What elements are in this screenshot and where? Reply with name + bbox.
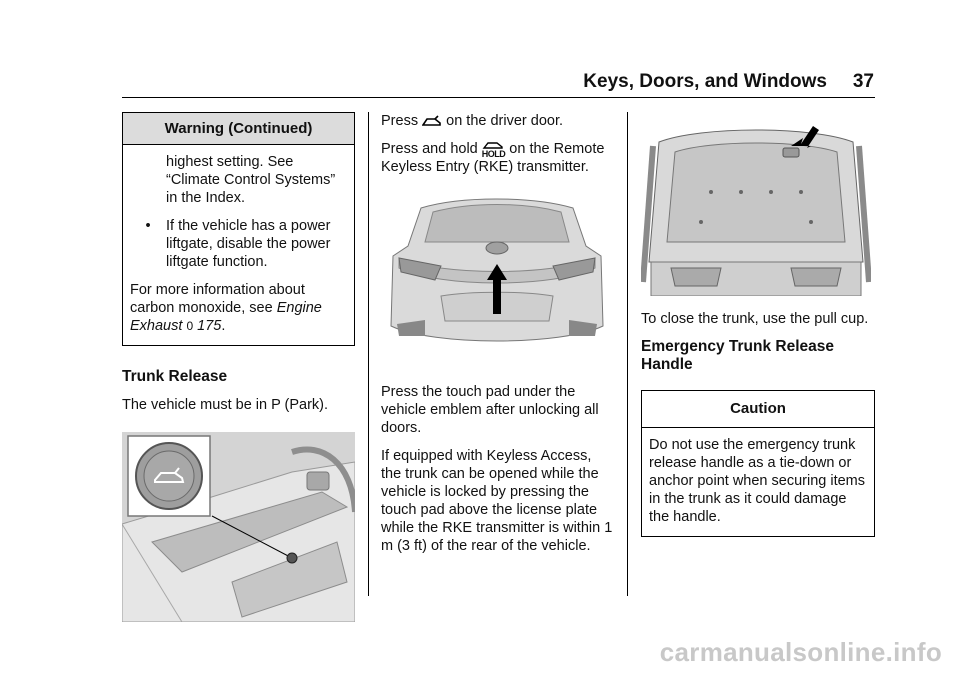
column-right xyxy=(641,112,875,537)
warning-heading: Warning (Continued) xyxy=(123,113,354,145)
trunk-release-icon xyxy=(422,115,442,127)
door-panel-illustration xyxy=(122,432,355,622)
page-ref-number[interactable]: 175 xyxy=(197,318,222,334)
header-rule xyxy=(122,97,875,98)
caution-box xyxy=(641,390,875,537)
press-driver-door-text: Press on the driver door. xyxy=(381,113,564,129)
caution-heading: Caution xyxy=(642,391,874,428)
close-trunk-text: To close the trunk, use the pull cup. xyxy=(641,311,869,327)
caution-text: Do not use the emergency trunk release handle as a tie-down or anchor point when securing items in the trunk as it could damage the handle. xyxy=(649,437,866,525)
keyless-access-text: If equipped with Keyless Access, the trunk can be opened while the vehicle is locked by pressing the touch pad above the license plate while the RKE transmitter is within 1 m (3 ft) of the rear of the vehicle. xyxy=(381,448,613,554)
warning-bullet-item xyxy=(130,217,347,271)
column-divider xyxy=(627,112,628,596)
column-left xyxy=(122,112,355,622)
page-ref-symbol: 0 xyxy=(186,319,194,333)
trunk-release-text: The vehicle must be in P (Park). xyxy=(122,397,329,413)
warning-box xyxy=(122,112,355,346)
open-trunk-illustration xyxy=(641,112,871,296)
watermark: carmanualsonline.info xyxy=(659,637,942,667)
touchpad-text: Press the touch pad under the vehicle emblem after unlocking all doors. xyxy=(381,384,599,436)
column-divider xyxy=(368,112,369,596)
vehicle-rear-illustration xyxy=(381,196,613,361)
press-hold-text: Press and hold HOLD on the Remote Keyless Entry (RKE) transmitter. xyxy=(381,141,605,175)
bullet-marker: • xyxy=(145,218,151,234)
warning-bullet-text: If the vehicle has a power liftgate, disable the power liftgate function. xyxy=(166,218,331,270)
trunk-release-heading: Trunk Release xyxy=(122,368,228,385)
emergency-release-heading: Emergency Trunk Release Handle xyxy=(641,338,834,373)
engine-exhaust-link[interactable]: Engine Exhaust xyxy=(130,300,322,334)
more-info-text: For more information about carbon monoxide, see Engine Exhaust 0 175. xyxy=(130,282,322,334)
remote-trunk-hold-icon: HOLD xyxy=(482,141,506,158)
warning-continued-text: highest setting. See “Climate Control Systems” in the Index. xyxy=(166,154,336,206)
column-middle xyxy=(381,112,613,565)
page-number: 37 xyxy=(852,71,874,92)
section-title: Keys, Doors, and Windows xyxy=(583,71,827,92)
page-header xyxy=(0,71,960,99)
